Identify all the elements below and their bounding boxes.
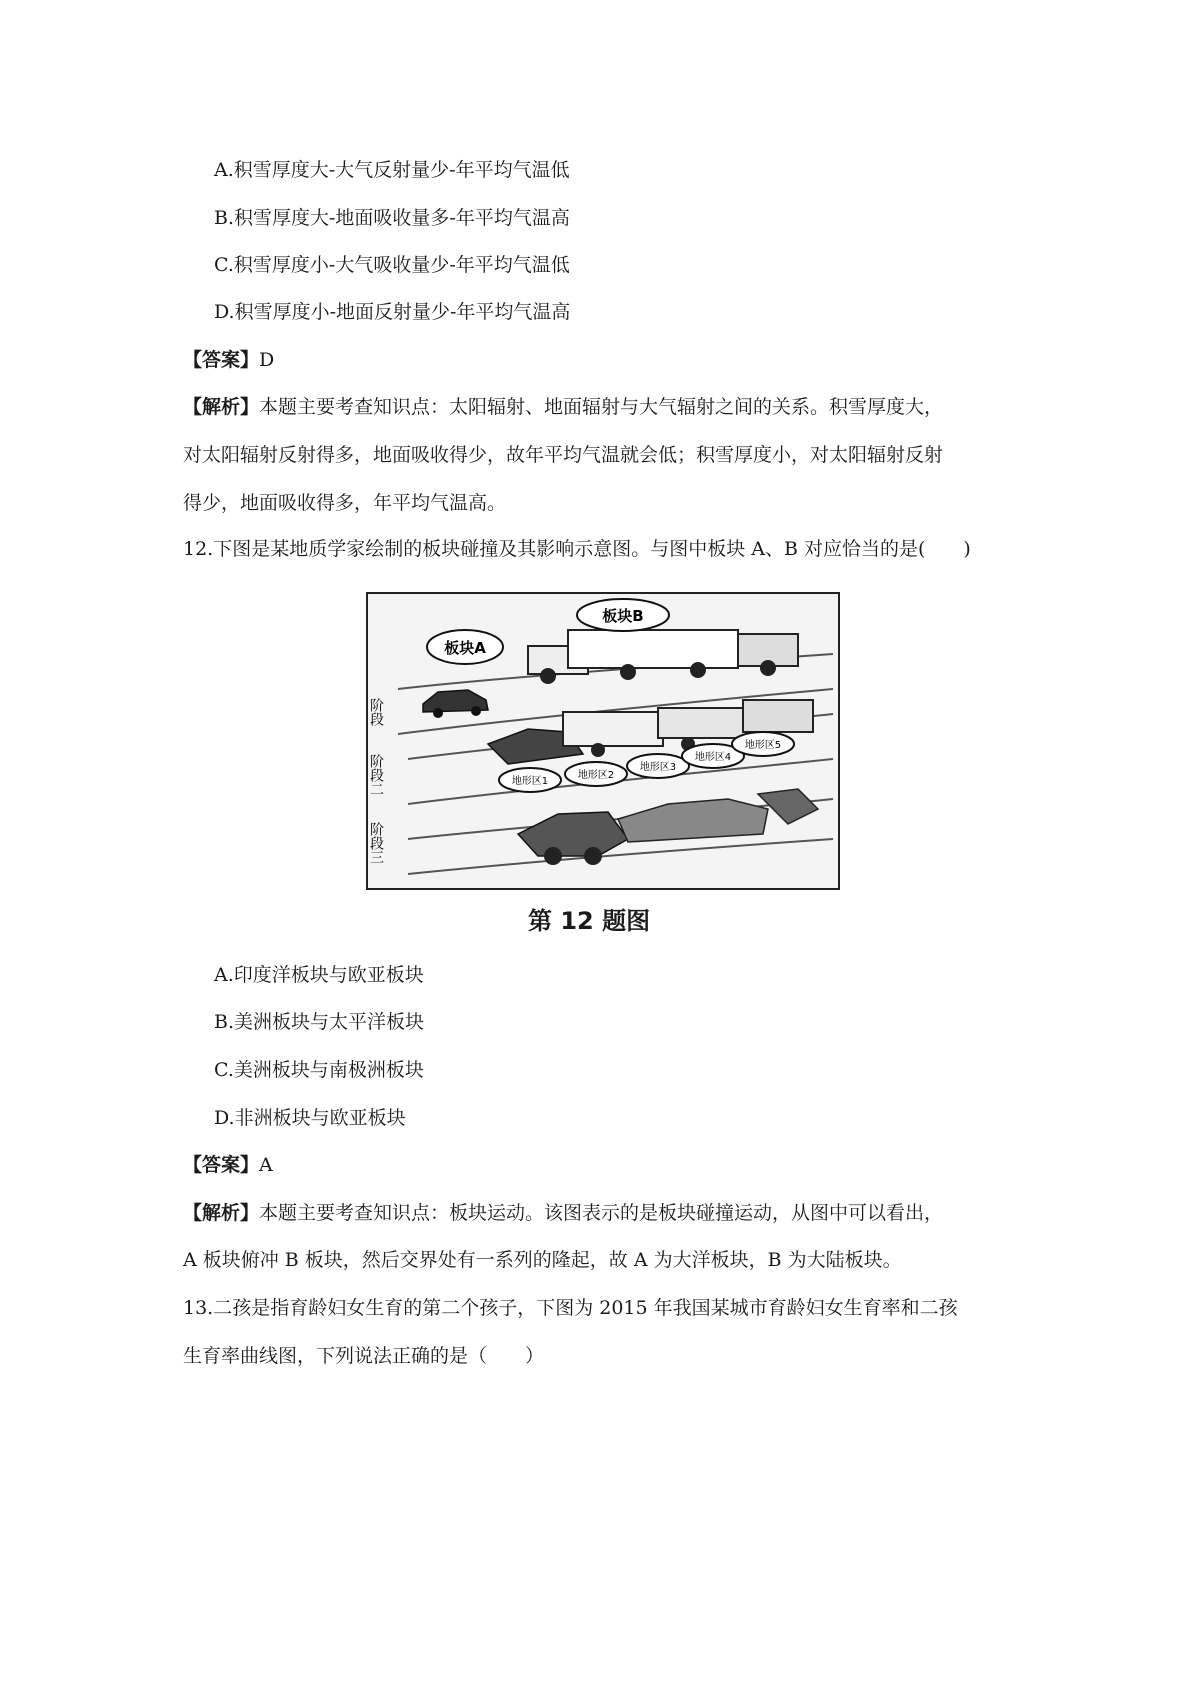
q11-answer (183, 348, 274, 372)
stage-2-label: 阶段二 (368, 754, 384, 796)
analysis-text: 本题主要考查知识点：板块运动。该图表示的是板块碰撞运动，从图中可以看出， (259, 1202, 944, 1224)
q12-answer (183, 1153, 273, 1177)
figure-caption: 第 12 题图 (528, 907, 651, 935)
plate-a-label: 板块A (444, 639, 486, 657)
q12-option-d: D.非洲板块与欧亚板块 (214, 1107, 406, 1129)
q12-option-b: B.美洲板块与太平洋板块 (214, 1011, 425, 1033)
answer-tag: 【答案】 (183, 1154, 260, 1176)
terrain-5-label: 地形区5 (744, 740, 782, 751)
q11-analysis-line-1 (183, 395, 943, 419)
plate-collision-figure (366, 592, 840, 890)
callout-bubbles (427, 599, 794, 792)
q12-stem: 12.下图是某地质学家绘制的板块碰撞及其影响示意图。与图中板块 A、B 对应恰当的是( ) (183, 538, 971, 560)
q12-analysis-line-2: A 板块俯冲 B 板块，然后交界处有一系列的隆起，故 A 为大洋板块，B 为大陆板块。 (183, 1249, 902, 1271)
terrain-4-label: 地形区4 (694, 752, 732, 763)
q13-stem-line-2: 生育率曲线图，下列说法正确的是（ ） (183, 1345, 545, 1367)
q11-option-d: D.积雪厚度小-地面反射量少-年平均气温高 (214, 301, 571, 323)
analysis-tag: 【解析】 (183, 1202, 260, 1224)
stage-3-label: 阶段三 (368, 822, 384, 864)
analysis-text: 本题主要考查知识点：太阳辐射、地面辐射与大气辐射之间的关系。积雪厚度大， (259, 396, 944, 418)
plate-a-car (423, 690, 488, 718)
q12-option-a: A.印度洋板块与欧亚板块 (214, 964, 424, 986)
q12-analysis-line-1 (183, 1201, 943, 1225)
stage-1-label: 阶段 (368, 698, 384, 726)
q11-option-c: C.积雪厚度小-大气吸收量少-年平均气温低 (214, 254, 570, 276)
q11-option-b: B.积雪厚度大-地面吸收量多-年平均气温高 (214, 207, 570, 229)
stage3-wreck (518, 789, 818, 865)
answer-tag: 【答案】 (183, 349, 260, 371)
q11-analysis-line-2: 对太阳辐射反射得多，地面吸收得少，故年平均气温就会低；积雪厚度小，对太阳辐射反射 (183, 444, 944, 466)
answer-value: D (259, 349, 275, 371)
analysis-tag: 【解析】 (183, 396, 260, 418)
answer-value: A (259, 1154, 273, 1176)
terrain-1-label: 地形区1 (511, 776, 549, 787)
q11-option-a: A.积雪厚度大-大气反射量少-年平均气温低 (214, 159, 570, 181)
terrain-2-label: 地形区2 (577, 770, 615, 781)
q11-analysis-line-3: 得少，地面吸收得多，年平均气温高。 (183, 492, 507, 514)
plate-b-truck (528, 630, 798, 684)
plate-collision-illustration (368, 594, 838, 888)
terrain-3-label: 地形区3 (639, 762, 677, 773)
q12-option-c: C.美洲板块与南极洲板块 (214, 1059, 424, 1081)
plate-b-label: 板块B (602, 607, 644, 625)
q13-stem-line-1: 13.二孩是指育龄妇女生育的第二个孩子，下图为 2015 年我国某城市育龄妇女生育率和二孩 (183, 1297, 958, 1319)
